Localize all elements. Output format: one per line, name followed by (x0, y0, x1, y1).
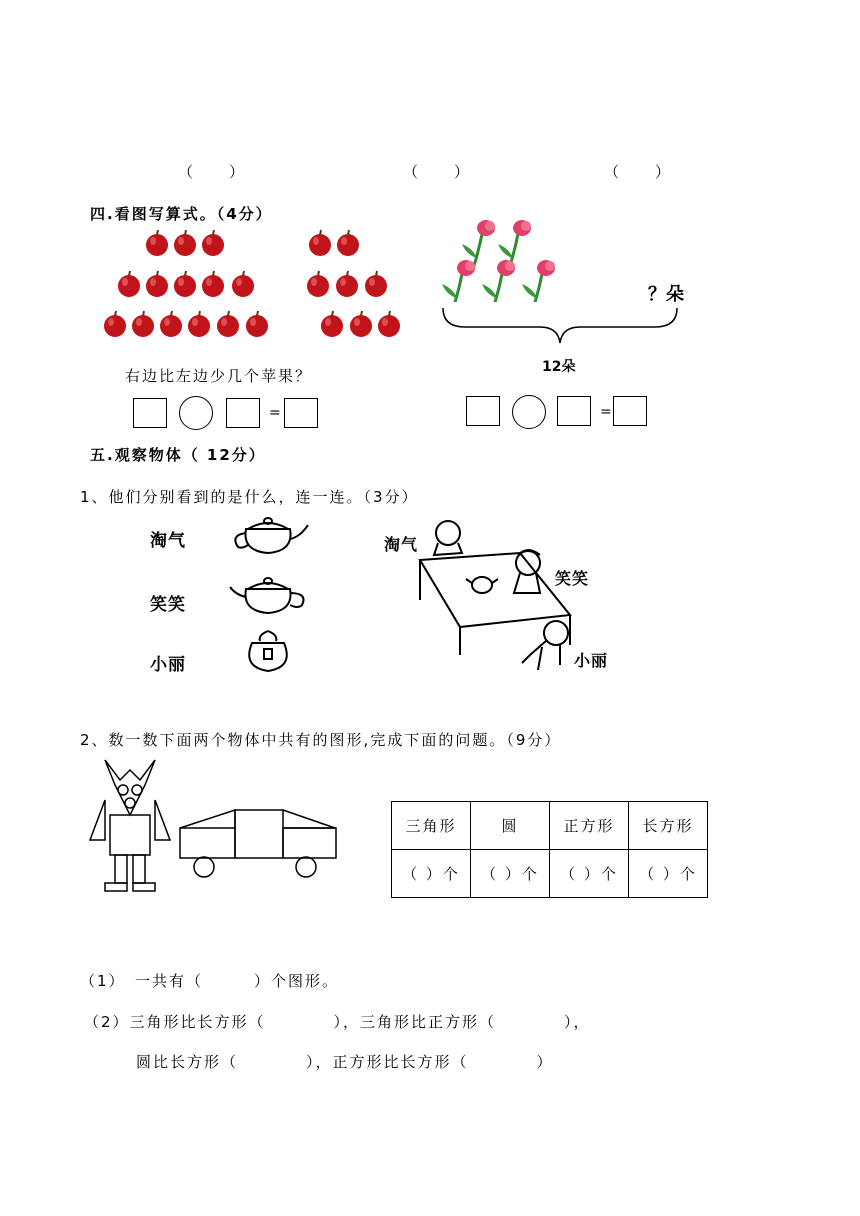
count-square[interactable]: （ ）个 (550, 850, 629, 898)
header-rectangle: 长方形 (629, 802, 708, 850)
sub-question-1[interactable]: （1） 一共有（ ）个图形。 (80, 972, 340, 990)
answer-blank-2[interactable]: （ ） (403, 163, 472, 181)
equation-box[interactable] (133, 398, 167, 428)
name-xiaoxiao[interactable]: 笑笑 (150, 595, 186, 615)
count-rectangle[interactable]: （ ）个 (629, 850, 708, 898)
question-1: 1、他们分别看到的是什么，连一连。（3分） (80, 488, 419, 506)
flower-unknown-label: ？朵 (648, 284, 684, 305)
equation-box[interactable] (226, 398, 260, 428)
sub-question-2-line1[interactable]: （2）三角形比长方形（ ），三角形比正方形（ ）， (84, 1013, 591, 1031)
shapes-figures-illustration (85, 755, 345, 900)
scene-label-xiaoli: 小丽 (574, 651, 609, 670)
scene-label-taoqi: 淘气 (384, 535, 419, 554)
teapot-view-1[interactable] (235, 518, 308, 553)
flower-total-label: 12朵 (542, 359, 576, 375)
section5-heading: 五.观察物体（ 12分） (90, 446, 266, 464)
result-box[interactable] (284, 398, 318, 428)
equation-box[interactable] (466, 396, 500, 426)
section4-heading: 四.看图写算式。（4分） (90, 205, 273, 223)
equals-sign: = (269, 405, 281, 421)
operator-circle[interactable] (512, 395, 546, 429)
teapot-view-3[interactable] (249, 631, 287, 671)
header-circle: 圆 (471, 802, 550, 850)
brace-icon (440, 305, 685, 345)
equals-sign: = (600, 404, 612, 420)
scene-label-xiaoxiao: 笑笑 (555, 569, 590, 588)
apples-illustration (95, 225, 415, 345)
tulips-illustration (440, 212, 570, 302)
header-triangle: 三角形 (392, 802, 471, 850)
equation-box[interactable] (557, 396, 591, 426)
answer-blank-3[interactable]: （ ） (604, 163, 673, 181)
name-xiaoli[interactable]: 小丽 (150, 655, 186, 675)
count-circle[interactable]: （ ）个 (471, 850, 550, 898)
teapot-view-2[interactable] (230, 578, 304, 613)
header-square: 正方形 (550, 802, 629, 850)
result-box[interactable] (613, 396, 647, 426)
shape-count-table (391, 801, 708, 898)
count-triangle[interactable]: （ ）个 (392, 850, 471, 898)
teapot-views (228, 515, 318, 680)
answer-blank-1[interactable]: （ ） (178, 163, 247, 181)
question-2: 2、数一数下面两个物体中共有的图形,完成下面的问题。（9分） (80, 731, 562, 749)
apple-question: 右边比左边少几个苹果？ (125, 367, 313, 385)
sub-question-2-line2[interactable]: 圆比长方形（ ），正方形比长方形（ ） (136, 1053, 554, 1071)
name-taoqi[interactable]: 淘气 (150, 531, 186, 551)
operator-circle[interactable] (179, 396, 213, 430)
